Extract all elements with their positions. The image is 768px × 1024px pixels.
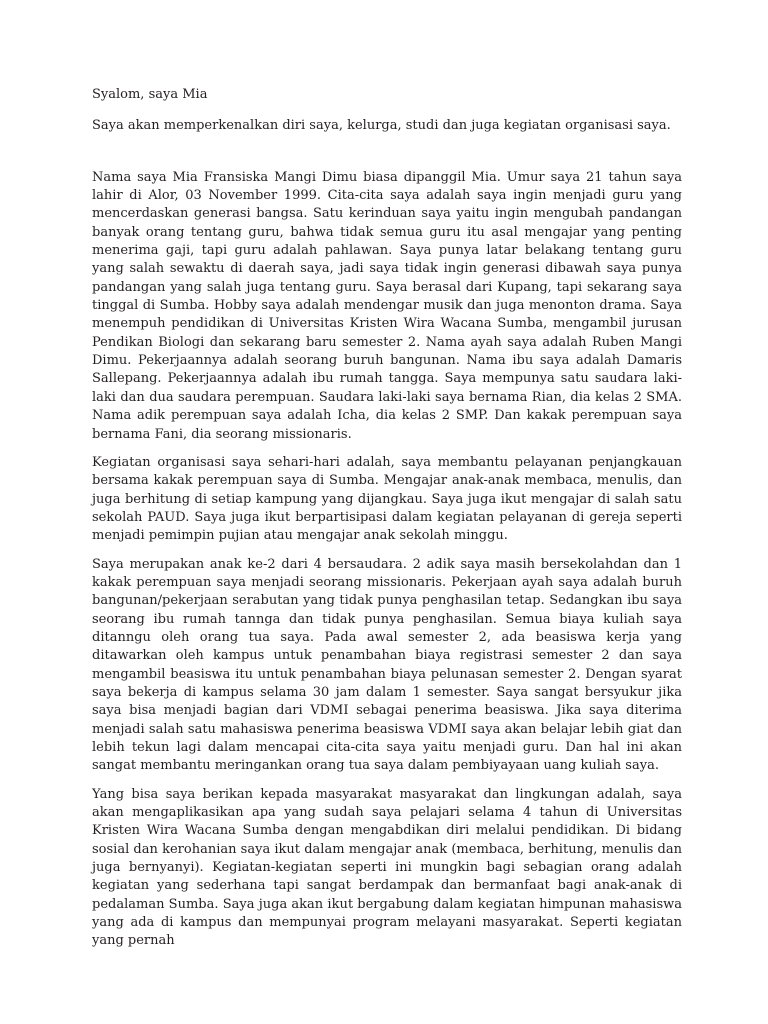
intro-line: Saya akan memperkenalkan diri saya, kelurga, studi dan juga kegiatan organisasi saya. [92, 118, 671, 134]
greeting-line: Syalom, saya Mia [92, 87, 208, 102]
paragraph-family-and-scholarship: Saya merupakan anak ke-2 dari 4 bersaudara. 2 adik saya masih bersekolahdan dan 1 kakak perempuan saya menjadi seorang missionaris. Pekerjaan ayah saya adalah buruh bangunan/pekerjaan serabutan yang tidak punya penghasilan tetap. Sedangkan ibu saya seorang ibu rumah tannga dan tidak punya penghasilan. Semua biaya kuliah saya ditanngu oleh orang tua saya. Pada awal semester 2, ada beasiswa kerja yang ditawarkan oleh kampus untuk penambahan biaya registrasi semester 2 dan saya mengambil beasiswa itu untuk penambahan biaya pelunasan semester 2. Dengan syarat saya bekerja di kampus selama 30 jam dalam 1 semester. Saya sangat bersyukur jika saya bisa menjadi bagian dari VDMI sebagai penerima beasiswa. Jika saya diterima menjadi salah satu mahasiswa penerima beasiswa VDMI saya akan belajar lebih giat dan lebih tekun lagi dalam mencapai cita-cita saya yaitu menjadi guru. Dan hal ini akan sangat membantu meringankan orang tua saya dalam pembiyayaan uang kuliah saya. [92, 556, 682, 774]
paragraph-community-contribution: Yang bisa saya berikan kepada masyarakat masyarakat dan lingkungan adalah, saya akan mengaplikasikan apa yang sudah saya pelajari selama 4 tahun di Universitas Kristen Wira Wacana Sumba dengan mengabdikan diri melalui pendidikan. Di bidang sosial dan kerohanian saya ikut dalam mengajar anak (membaca, berhitung, menulis dan juga bernyanyi). Kegiatan-kegiatan seperti ini mungkin bagi sebagian orang adalah kegiatan yang sederhana tapi sangat berdampak dan bermanfaat bagi anak-anak di pedalaman Sumba. Saya juga akan ikut bergabung dalam kegiatan himpunan mahasiswa yang ada di kampus dan mempunyai program melayani masyarakat. Seperti kegiatan yang pernah [92, 786, 682, 949]
paragraph-organization-activities: Kegiatan organisasi saya sehari-hari adalah, saya membantu pelayanan penjangkauan bersama kakak perempuan saya di Sumba. Mengajar anak-anak membaca, menulis, dan juga berhitung di setiap kampung yang dijangkau. Saya juga ikut mengajar di salah satu sekolah PAUD. Saya juga ikut berpartisipasi dalam kegiatan pelayanan di gereja seperti menjadi pemimpin pujian atau mengajar anak sekolah minggu. [92, 454, 682, 544]
paragraph-personal-background: Nama saya Mia Fransiska Mangi Dimu biasa dipanggil Mia. Umur saya 21 tahun saya lahir di Alor, 03 November 1999. Cita-cita saya adalah saya ingin menjadi guru yang mencerdaskan generasi bangsa. Satu kerinduan saya yaitu ingin mengubah pandangan banyak orang tentang guru, bahwa tidak semua guru itu asal mengajar yang penting menerima gaji, tapi guru adalah pahlawan. Saya punya latar belakang tentang guru yang salah sewaktu di daerah saya, jadi saya tidak ingin generasi dibawah saya punya pandangan yang salah juga tentang guru. Saya berasal dari Kupang, tapi sekarang saya tinggal di Sumba. Hobby saya adalah mendengar musik dan juga menonton drama. Saya menempuh pendidikan di Universitas Kristen Wira Wacana Sumba, mengambil jurusan Pendikan Biologi dan sekarang baru semester 2. Nama ayah saya adalah Ruben Mangi Dimu. Pekerjaannya adalah seorang buruh bangunan. Nama ibu saya adalah Damaris Sallepang. Pekerjaannya adalah ibu rumah tangga. Saya mempunya satu saudara laki-laki dan dua saudara perempuan. Saudara laki-laki saya bernama Rian, dia kelas 2 SMA. Nama adik perempuan saya adalah Icha, dia kelas 2 SMP. Dan kakak perempuan saya bernama Fani, dia seorang missionaris. [92, 169, 682, 442]
document-body [92, 86, 682, 951]
